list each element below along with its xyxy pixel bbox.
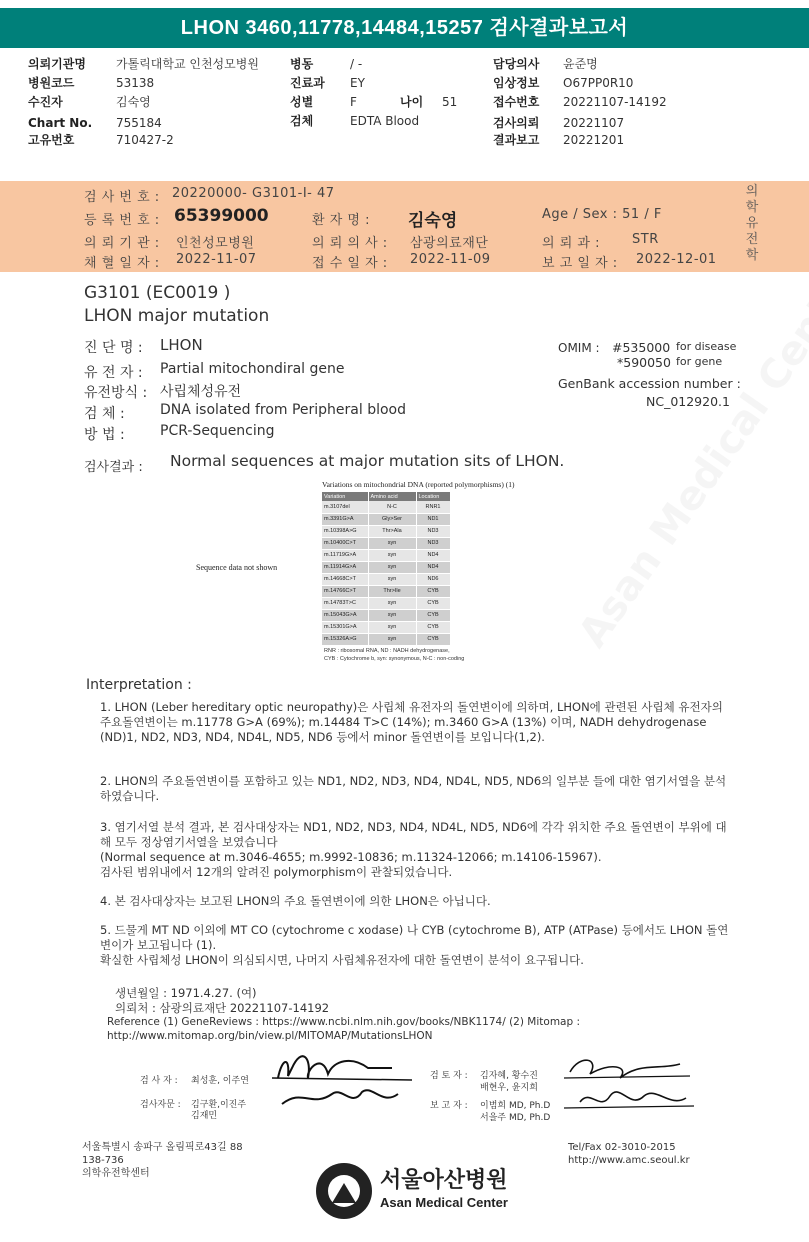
vertical-char: 의 — [745, 184, 759, 199]
table-cell: syn — [368, 633, 416, 645]
header-label: 검사의뢰 — [493, 116, 540, 130]
reviewer-1: 김자혜, 황수진 — [480, 1071, 538, 1081]
variants-body — [322, 501, 450, 645]
table-cell: m.14766C>T — [322, 585, 368, 597]
header-label: 의뢰기관명 — [28, 57, 86, 71]
interpretation-p5b: 확실한 사립체성 LHON이 의심되시면, 나머지 사립체유전자에 대한 돌연변이 분석이 요구됩니다. — [100, 953, 584, 967]
table-cell: CYB — [416, 585, 450, 597]
column-header: Amino acid — [368, 492, 416, 501]
header-label: 결과보고 — [493, 133, 540, 147]
header-label: 진료과 — [290, 76, 325, 90]
examiner-label: 검 사 자 : — [140, 1076, 178, 1086]
exam-no-label: 검 사 번 호 : — [84, 190, 160, 205]
table-cell: CYB — [416, 633, 450, 645]
table-row — [322, 609, 450, 621]
column-header: Location — [416, 492, 450, 501]
address-line: 의학유전학센터 — [82, 1168, 150, 1179]
table-cell: syn — [368, 621, 416, 633]
table-row — [322, 561, 450, 573]
age-sex: Age / Sex : 51 / F — [542, 207, 662, 222]
draw-date: 2022-11-07 — [176, 252, 257, 267]
signature-examiner — [272, 1048, 422, 1118]
reviewer-2: 배현우, 윤지희 — [480, 1083, 538, 1093]
reg-no: 65399000 — [174, 206, 269, 226]
header-value: 20221201 — [563, 133, 625, 147]
table-cell: m.14783T>C — [322, 597, 368, 609]
header-value: 755184 — [116, 116, 162, 130]
dept: STR — [632, 232, 659, 247]
header-value: O67PP0R10 — [563, 76, 634, 90]
birth-date: 생년월일 : 1971.4.27. (여) — [115, 986, 257, 1000]
table-cell: m.10400C>T — [322, 537, 368, 549]
table-cell: ND3 — [416, 525, 450, 537]
header-label: 병원코드 — [28, 76, 75, 90]
header-value: 가톨릭대학교 인천성모병원 — [116, 57, 259, 71]
advisor-1: 김구환,이진주 — [191, 1100, 247, 1110]
table-cell: RNR1 — [416, 501, 450, 513]
table-cell: syn — [368, 537, 416, 549]
interpretation-p2: 2. LHON의 주요돌연변이를 포함하고 있는 ND1, ND2, ND3, ND4, ND4L, ND5, ND6의 일부분 들에 대한 염기서열을 분석하였습니다. — [100, 774, 727, 803]
department-vertical — [744, 184, 760, 264]
age-value: 51 — [442, 95, 458, 109]
exam-no: 20220000- G3101-I- 47 — [172, 186, 335, 201]
table-cell: m.3107del — [322, 501, 368, 513]
address-block — [82, 1141, 243, 1180]
header-value: 윤준명 — [563, 57, 598, 71]
specimen: DNA isolated from Peripheral blood — [160, 402, 407, 418]
interpretation-p3a: 3. 염기서열 분석 결과, 본 검사대상자는 ND1, ND2, ND3, ND4, ND4L, ND5, ND6에 각각 위치한 주요 돌연변이 부위에 대해 모두 정상염기서열을 보였습니다 — [100, 820, 727, 849]
table-row — [322, 525, 450, 537]
test-code: G3101 (EC0019 ) — [84, 283, 231, 303]
header-value: / - — [350, 57, 363, 71]
sequence-note: Sequence data not shown — [196, 563, 278, 572]
omim-disease-note: for disease — [676, 340, 737, 353]
gene-label: 유 전 자 : — [84, 365, 143, 381]
dept-label: 의 뢰 과 : — [542, 236, 600, 251]
table-cell: m.15043G>A — [322, 609, 368, 621]
table-cell: ND3 — [416, 537, 450, 549]
interpretation-p3b: (Normal sequence at m.3046-4655; m.9992-10836; m.11324-12066; m.14106-15967). — [100, 850, 602, 864]
omim-label: OMIM : — [558, 341, 600, 355]
header-label: 수진자 — [28, 95, 63, 109]
advisor-2: 김재민 — [191, 1111, 218, 1121]
report-date: 2022-12-01 — [636, 252, 717, 267]
watermark — [570, 250, 809, 655]
table-row — [322, 513, 450, 525]
table-cell: CYB — [416, 621, 450, 633]
tel-fax: Tel/Fax 02-3010-2015 — [568, 1142, 676, 1153]
genbank-label: GenBank accession number : — [558, 376, 741, 391]
inherit: 사립체성유전 — [160, 384, 242, 400]
table-row — [322, 633, 450, 645]
org: 인천성모병원 — [176, 236, 255, 251]
header-label: 접수번호 — [493, 95, 540, 109]
advisor-label: 검사자문 : — [140, 1100, 181, 1110]
logo-mark-icon — [316, 1163, 372, 1219]
table-cell: syn — [368, 561, 416, 573]
table-cell: N-C — [368, 501, 416, 513]
reporter-1: 이범희 MD, Ph.D — [480, 1101, 551, 1111]
asan-foundation-logo — [316, 1163, 372, 1219]
signature-reviewer — [560, 1052, 700, 1122]
examiner: 최성훈, 이주연 — [191, 1076, 249, 1086]
patient-label: 환 자 명 : — [312, 213, 370, 228]
header-label: 고유번호 — [28, 133, 75, 147]
table-cell: ND1 — [416, 513, 450, 525]
vertical-char: 전 — [745, 232, 759, 247]
recv-date: 2022-11-09 — [410, 252, 491, 267]
interpretation-p5a: 5. 드물게 MT ND 이외에 MT CO (cytochrome c xodase) 나 CYB (cytochrome B), ATP (ATPase) 등에서도 LHON 돌연변이가 보고됩니다 (1). — [100, 923, 729, 952]
header-label: 병동 — [290, 57, 314, 71]
reporter-label: 보 고 자 : — [430, 1101, 468, 1111]
report-title: LHON 3460,11778,14484,15257 검사결과보고서 — [0, 8, 809, 48]
variants-footnote: RNR : ribosomal RNA, ND : NADH dehydrogenase, — [324, 648, 450, 654]
genbank: NC_012920.1 — [646, 394, 730, 409]
logo-english: Asan Medical Center — [380, 1195, 508, 1210]
recv-label: 접 수 일 자 : — [312, 256, 388, 271]
method: PCR-Sequencing — [160, 423, 275, 439]
table-cell: Gly>Ser — [368, 513, 416, 525]
vertical-char: 학 — [745, 200, 759, 215]
header-value: EY — [350, 76, 365, 90]
contact-block — [568, 1141, 690, 1167]
table-row — [322, 585, 450, 597]
table-header — [322, 492, 450, 501]
table-cell: ND4 — [416, 561, 450, 573]
table-cell: CYB — [416, 597, 450, 609]
interpretation-heading: Interpretation : — [86, 677, 192, 693]
variants-caption: Variations on mitochondrial DNA (reported polymorphisms) (1) — [322, 480, 515, 489]
header-value: 710427-2 — [116, 133, 174, 147]
address-line: 서울특별시 송파구 올림픽로43길 88 — [82, 1142, 243, 1153]
table-cell: m.10398A>G — [322, 525, 368, 537]
header-label: Chart No. — [28, 116, 93, 130]
table-cell: syn — [368, 609, 416, 621]
header-col1 — [28, 55, 288, 155]
table-row — [322, 621, 450, 633]
header-value: EDTA Blood — [350, 114, 420, 128]
draw-label: 채 혈 일 자 : — [84, 256, 160, 271]
table-cell: syn — [368, 597, 416, 609]
diag-label: 진 단 명 : — [84, 340, 143, 356]
variants-footnote: CYB : Cytochrome b, syn: synonymous, N-C : non-coding — [324, 656, 465, 662]
table-cell: m.11719G>A — [322, 549, 368, 561]
table-cell: m.14668C>T — [322, 573, 368, 585]
patient-name: 김숙영 — [408, 211, 458, 231]
header-value: F — [350, 95, 357, 109]
header-value: 김숙영 — [116, 95, 151, 109]
interpretation-p3c: 검사된 범위내에서 12개의 알려진 polymorphism이 관찰되었습니다. — [100, 865, 453, 879]
specimen-label: 검 체 : — [84, 406, 125, 422]
header-value: 20221107 — [563, 116, 625, 130]
method-label: 방 법 : — [84, 427, 125, 443]
table-row — [322, 573, 450, 585]
table-cell: ND4 — [416, 549, 450, 561]
reference-2: http://www.mitomap.org/bin/view.pl/MITOMAP/MutationsLHON — [107, 1030, 433, 1042]
header-label: 임상정보 — [493, 76, 540, 90]
table-row — [322, 501, 450, 513]
table-row — [322, 549, 450, 561]
result: Normal sequences at major mutation sits of LHON. — [170, 452, 565, 470]
website-link[interactable]: http://www.amc.seoul.kr — [568, 1155, 690, 1166]
org-label: 의 뢰 기 관 : — [84, 236, 160, 251]
reg-no-label: 등 록 번 호 : — [84, 213, 160, 228]
omim-gene: *590050 — [617, 355, 671, 370]
test-name: LHON major mutation — [84, 306, 270, 326]
reporter-2: 서을주 MD, Ph.D — [480, 1113, 551, 1123]
age-label: 나이 — [400, 95, 424, 109]
header-value: 20221107-14192 — [563, 95, 667, 109]
header-label: 담당의사 — [493, 57, 540, 71]
table-cell: ND6 — [416, 573, 450, 585]
header-col2 — [290, 55, 480, 135]
table-row — [322, 597, 450, 609]
logo-korean: 서울아산병원 — [380, 1168, 508, 1193]
table-cell: m.11914G>A — [322, 561, 368, 573]
reviewer-label: 검 토 자 : — [430, 1071, 468, 1081]
interpretation-p1: 1. LHON (Leber hereditary optic neuropathy)은 사립체 유전자의 돌연변이에 의하며, LHON에 관련된 사립체 유전자의 주요돌연변이는 m.11778 G>A (69%); m.14484 T>C (14%); m.3460 G>A (13%) 이며, NADH dehydrogenase (ND)1, ND2, ND3, ND4, ND4L, ND5, ND6 등에서 minor 돌연변이를 보입니다(1,2). — [100, 700, 723, 744]
result-label: 검사결과 : — [84, 460, 143, 475]
variants-table — [322, 492, 451, 646]
doctor: 삼광의료재단 — [410, 236, 489, 251]
report-label: 보 고 일 자 : — [542, 256, 618, 271]
table-cell: syn — [368, 549, 416, 561]
table-cell: syn — [368, 573, 416, 585]
table-cell: CYB — [416, 609, 450, 621]
header-col3 — [493, 55, 713, 155]
reference-1: Reference (1) GeneReviews : https://www.ncbi.nlm.nih.gov/books/NBK1174/ (2) Mitomap : — [107, 1016, 581, 1028]
doctor-label: 의 뢰 의 사 : — [312, 236, 388, 251]
diag: LHON — [160, 336, 203, 354]
header-value: 53138 — [116, 76, 155, 90]
header-label: 검체 — [290, 114, 314, 128]
inherit-label: 유전방식 : — [84, 385, 148, 401]
address-line: 138-736 — [82, 1155, 124, 1166]
vertical-char: 유 — [745, 216, 759, 231]
table-cell: Thr>Ala — [368, 525, 416, 537]
table-row — [322, 537, 450, 549]
vertical-char: 학 — [745, 248, 759, 263]
header-label: 성별 — [290, 95, 314, 109]
omim-disease: #535000 — [612, 340, 671, 355]
interpretation-p4: 4. 본 검사대상자는 보고된 LHON의 주요 돌연변이에 의한 LHON은 아닙니다. — [100, 894, 491, 908]
requester: 의뢰처 : 삼광의료재단 20221107-14192 — [115, 1001, 330, 1015]
omim-gene-note: for gene — [676, 355, 723, 368]
table-cell: m.15326A>G — [322, 633, 368, 645]
table-cell: Thr>Ile — [368, 585, 416, 597]
table-cell: m.3391G>A — [322, 513, 368, 525]
column-header: Variation — [322, 492, 368, 501]
table-cell: m.15301G>A — [322, 621, 368, 633]
gene: Partial mitochondiral gene — [160, 361, 345, 377]
